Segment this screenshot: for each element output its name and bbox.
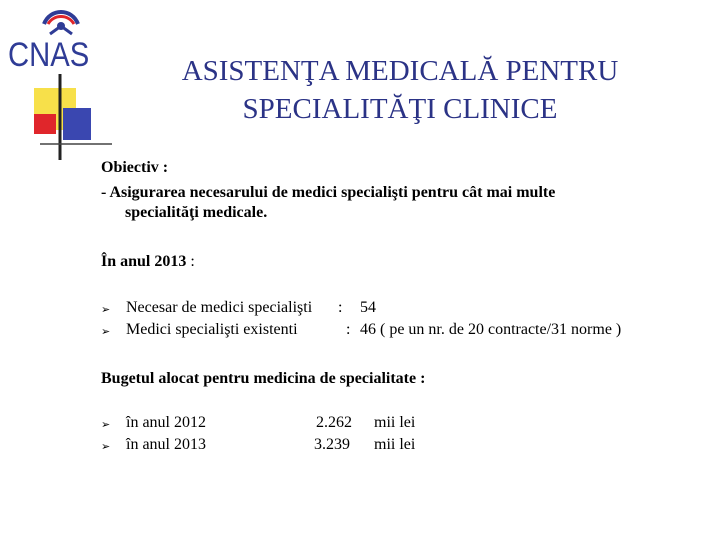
title-line-1: ASISTENŢA MEDICALĂ PENTRU [181, 55, 619, 87]
budget-2012-amount: 2.262 [316, 414, 352, 431]
cnas-logo [0, 0, 120, 170]
budget-2013-amount: 3.239 [314, 436, 350, 453]
logo-text: CNAS [8, 36, 90, 74]
year-heading-rest: : [186, 253, 195, 270]
need-value: 54 [360, 299, 376, 316]
objective-line-2: specialităţi medicale. [125, 204, 268, 221]
logo-decoration [0, 0, 120, 170]
existing-sep: : [346, 321, 351, 338]
budget-2013-label: în anul 2013 [126, 436, 206, 453]
title-line-2: SPECIALITĂŢI CLINICE [242, 93, 558, 125]
arrow-bullet-icon: ➢ [101, 418, 111, 431]
red-block [34, 114, 56, 134]
cnas-emblem-icon [44, 12, 78, 34]
budget-2012-label: în anul 2012 [126, 414, 206, 431]
arrow-bullet-icon: ➢ [101, 440, 111, 453]
blue-block [63, 108, 91, 140]
year-heading-bold: În anul 2013 [101, 253, 187, 270]
objective-line-1: - Asigurarea necesarului de medici specialişti pentru cât mai multe [101, 184, 556, 201]
arrow-bullet-icon: ➢ [101, 303, 111, 316]
arrow-bullet-icon: ➢ [101, 325, 111, 338]
objective-heading: Obiectiv : [101, 159, 169, 176]
budget-heading: Bugetul alocat pentru medicina de specialitate : [101, 370, 426, 387]
year-heading [101, 253, 195, 271]
budget-2013-unit: mii lei [374, 436, 416, 453]
need-label: Necesar de medici specialişti [126, 299, 313, 316]
budget-2012-unit: mii lei [374, 414, 416, 431]
existing-value: 46 ( pe un nr. de 20 contracte/31 norme ) [360, 321, 622, 338]
need-sep: : [338, 299, 343, 316]
existing-label: Medici specialişti existenti [126, 321, 298, 338]
page-title [120, 52, 680, 128]
